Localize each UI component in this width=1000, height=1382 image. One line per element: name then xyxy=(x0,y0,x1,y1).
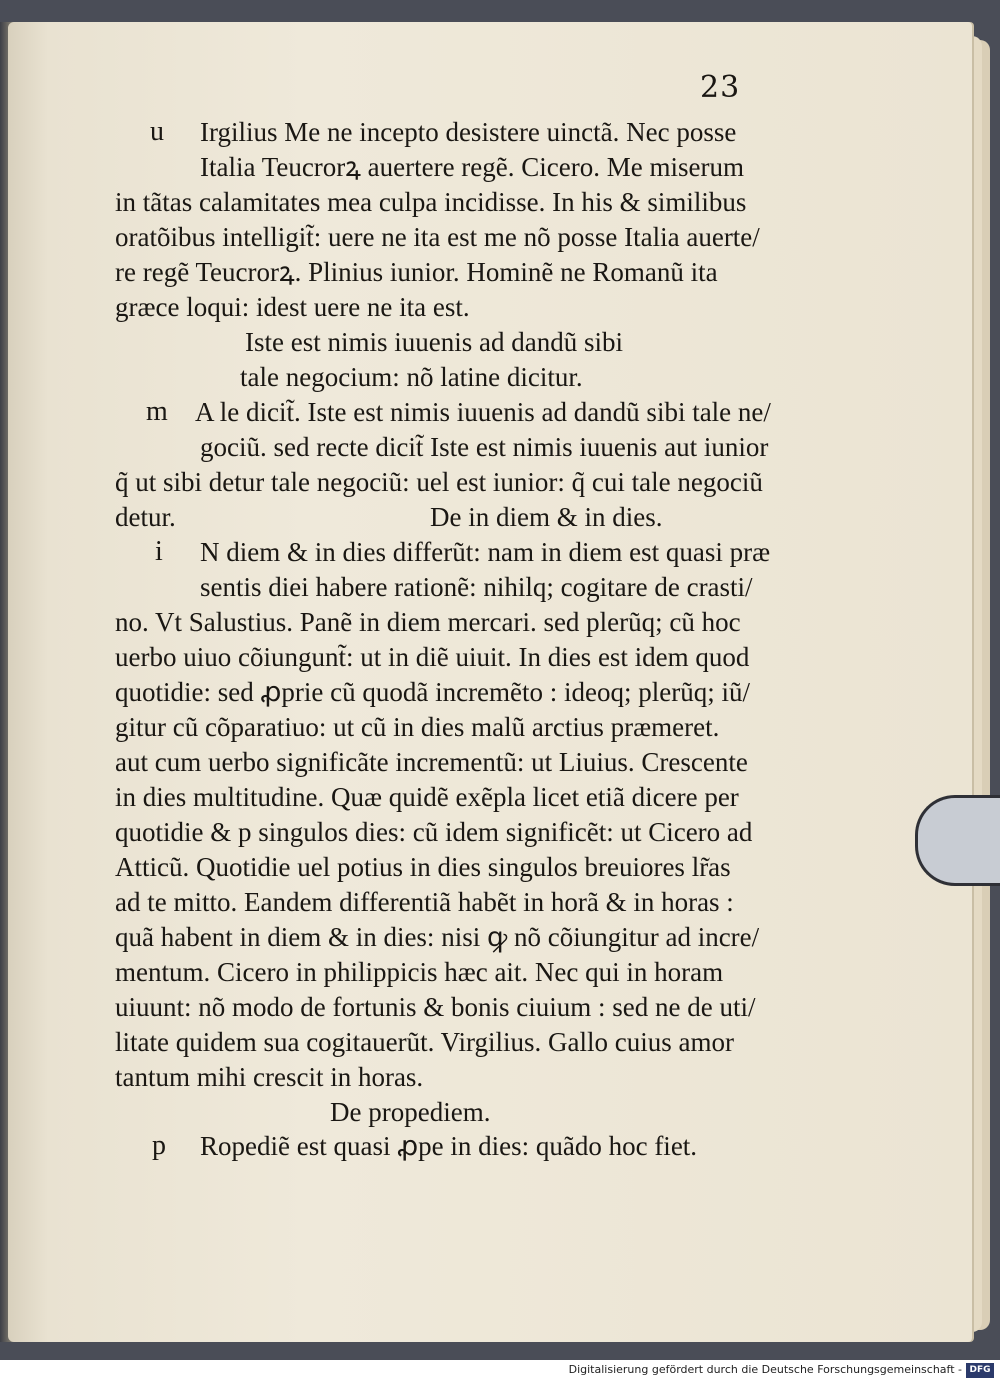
bookmark-tab xyxy=(915,795,1000,886)
text-line: græce loqui: idest uere ne ita est. xyxy=(115,292,470,322)
footer-credit: Digitalisierung gefördert durch die Deutsche Forschungsgemeinschaft - xyxy=(568,1363,962,1376)
text-line: A le dicit̃. Iste est nimis iuuenis ad dandũ sibi tale ne/ xyxy=(195,397,771,427)
text-line: q̃ ut sibi detur tale negociũ: uel est iunior: q̃ cui tale negociũ xyxy=(115,467,763,497)
text-line: no. Vt Salustius. Panẽ in diem mercari. sed plerũq; cũ hoc xyxy=(115,607,741,637)
text-line: uiuunt: nõ modo de fortunis & bonis ciuium : sed ne de uti/ xyxy=(115,992,756,1022)
text-line: in tãtas calamitates mea culpa incidisse. In his & similibus xyxy=(115,187,747,217)
text-line: Iste est nimis iuuenis ad dandũ sibi xyxy=(245,327,623,357)
text-line: quotidie: sed ꝓprie cũ quodã incremẽto : ideoq; plerũq; iũ/ xyxy=(115,677,751,707)
text-line: Ropediẽ est quasi ꝓpe in dies: quãdo hoc fiet. xyxy=(200,1131,698,1161)
text-line: Irgilius Me ne incepto desistere uinctã. Nec posse xyxy=(200,117,737,147)
footer-bar xyxy=(0,1360,1000,1382)
text-line: gitur cũ cõparatiuo: ut cũ in dies malũ arctius præmeret. xyxy=(115,712,720,742)
text-line: uerbo uiuo cõiungunt̃: ut in diẽ uiuit. In dies est idem quod xyxy=(115,642,750,672)
text-line: tale negocium: nõ latine dicitur. xyxy=(240,362,583,392)
section-heading: De propediem. xyxy=(330,1097,491,1127)
guide-letter-u: u xyxy=(150,116,164,147)
text-line: re regẽ Teucrorꝝ. Plinius iunior. Hominẽ ne Romanũ ita xyxy=(115,257,718,287)
text-line: in dies multitudine. Quæ quidẽ exẽpla licet etiã dicere per xyxy=(115,782,739,812)
text-line: litate quidem sua cogitauerũt. Virgilius. Gallo cuius amor xyxy=(115,1027,735,1057)
text-line: tantum mihi crescit in horas. xyxy=(115,1062,424,1092)
text-line: quã habent in diem & in dies: nisi ꝙ nõ cõiungitur ad incre/ xyxy=(115,922,760,952)
dfg-logo: DFG xyxy=(966,1363,994,1378)
guide-letter-m: m xyxy=(146,396,168,427)
section-heading: De in diem & in dies. xyxy=(430,502,663,532)
text-line: oratõibus intelligit̃: uere ne ita est me nõ posse Italia auerte/ xyxy=(115,222,760,252)
text-line: detur. xyxy=(115,502,176,532)
text-line: Atticũ. Quotidie uel potius in dies singulos breuiores lr̃as xyxy=(115,852,731,882)
text-line: N diem & in dies differũt: nam in diem est quasi præ xyxy=(200,537,771,567)
guide-letter-p: p xyxy=(152,1130,166,1161)
text-line: aut cum uerbo significãte incrementũ: ut Liuius. Crescente xyxy=(115,747,748,777)
page-number: 23 xyxy=(700,70,741,105)
guide-letter-i: i xyxy=(155,536,163,567)
text-line: Italia Teucrorꝝ auertere regẽ. Cicero. Me miserum xyxy=(200,152,744,182)
text-line: mentum. Cicero in philippicis hæc ait. Nec qui in horam xyxy=(115,957,724,987)
text-line: sentis diei habere rationẽ: nihilq; cogitare de crasti/ xyxy=(200,572,753,602)
text-line: quotidie & p singulos dies: cũ idem significẽt: ut Cicero ad xyxy=(115,817,753,847)
text-line: gociũ. sed recte dicit̃ Iste est nimis iuuenis aut iunior xyxy=(200,432,769,462)
text-line: ad te mitto. Eandem differentiã habẽt in horã & in horas : xyxy=(115,887,734,917)
